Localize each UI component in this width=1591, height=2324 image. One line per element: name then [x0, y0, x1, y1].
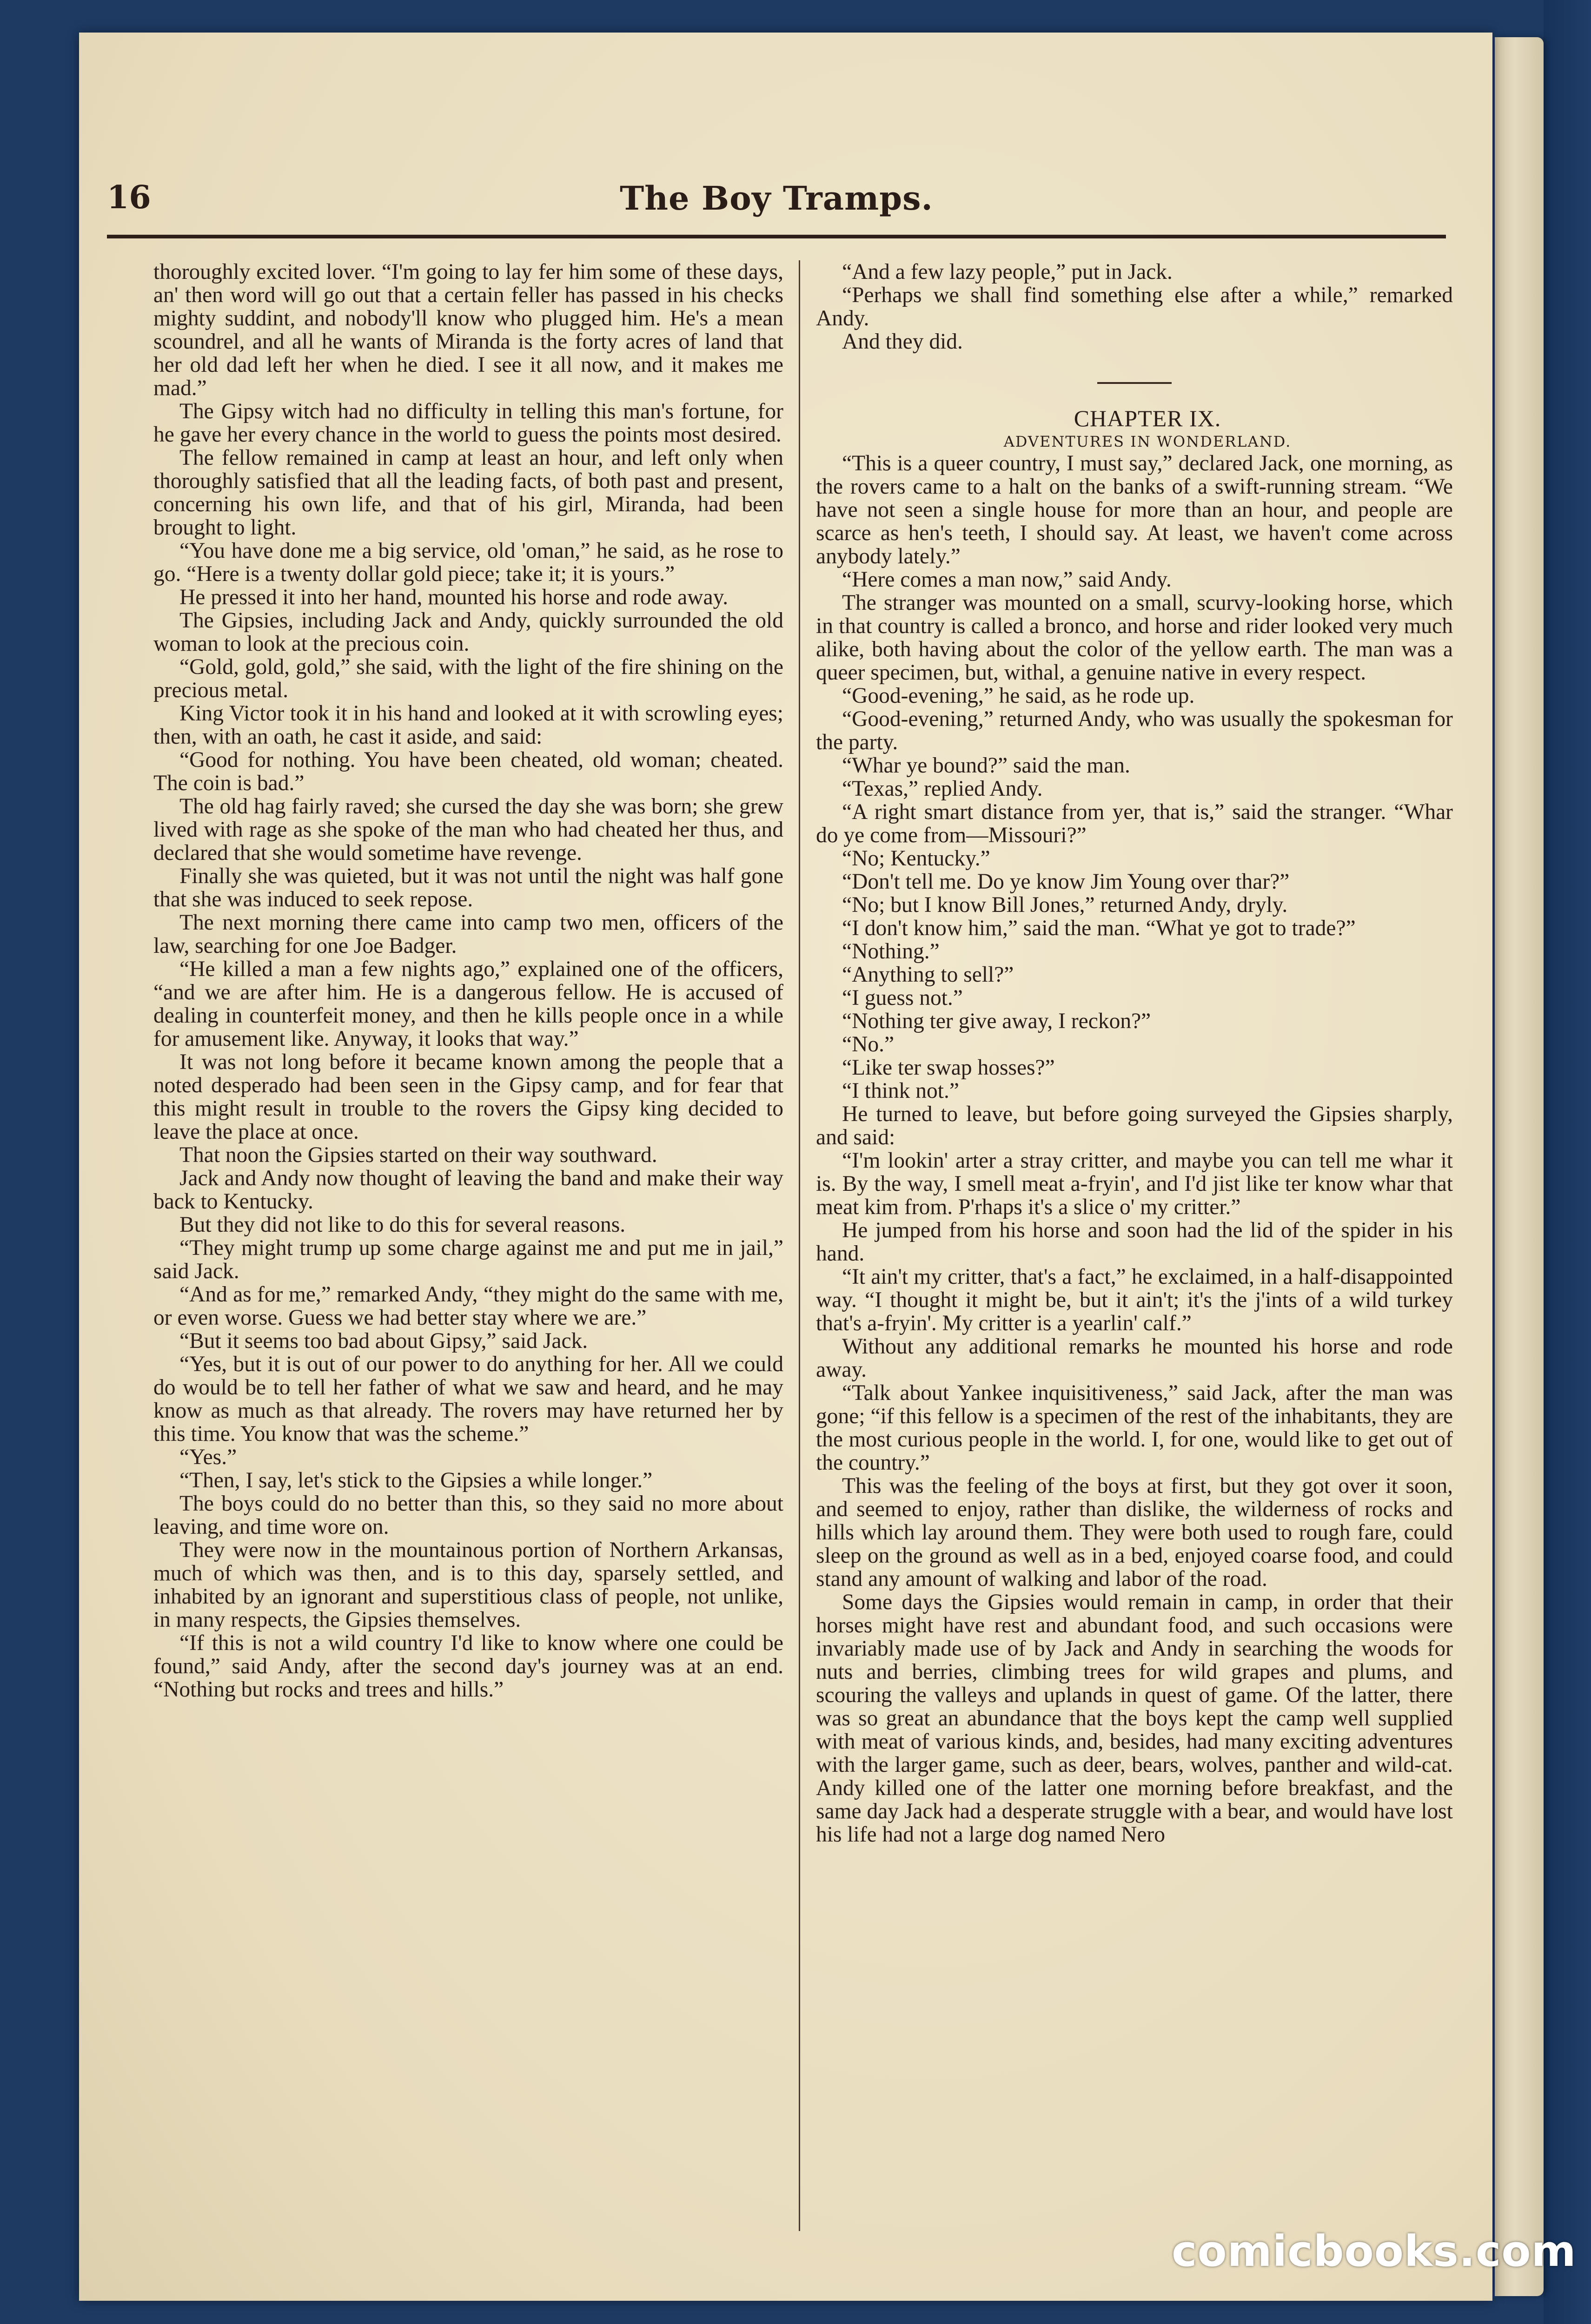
paragraph: The old hag fairly raved; she cursed the day she was born; she grew lived with rage as she spoke of the man who had cheated her thus, and declared that she would sometime have revenge.: [153, 794, 783, 865]
paragraph: “If this is not a wild country I'd like to know where one could be found,” said Andy, after the second day's journey was at an end. “Nothing but rocks and trees and hills.”: [153, 1631, 783, 1702]
paragraph: The fellow remained in camp at least an hour, and left only when thoroughly satisfied that all the leading facts, of both past and present, concerning his own life, and that of his girl, Miranda, had been brought to light.: [153, 446, 783, 540]
paragraph: “You have done me a big service, old 'oman,” he said, as he rose to go. “Here is a twenty dollar gold piece; take it; it is yours.”: [153, 539, 783, 586]
paragraph: The stranger was mounted on a small, scurvy-looking horse, which in that country is called a bronco, and horse and rider looked very much alike, both having about the color of the yellow earth. The man was a queer specimen, but, withal, a genuine native in every respect.: [816, 591, 1453, 685]
paragraph: The next morning there came into camp two men, officers of the law, searching for one Joe Badger.: [153, 911, 783, 958]
paragraph: “A right smart distance from yer, that is,” said the stranger. “Whar do ye come from—Missouri?”: [816, 800, 1453, 847]
paragraph: “Don't tell me. Do ye know Jim Young over thar?”: [842, 870, 1290, 894]
backdrop: [1544, 0, 1591, 2324]
paragraph: “Talk about Yankee inquisitiveness,” said Jack, after the man was gone; “if this fellow is a specimen of the rest of the inhabitants, they are the most curious people in the world. I, for one, would like to get out of the country.”: [816, 1381, 1453, 1475]
paragraph: “I guess not.”: [842, 986, 963, 1010]
paragraph: “Good for nothing. You have been cheated, old woman; cheated. The coin is bad.”: [153, 748, 783, 795]
paragraph: “Texas,” replied Andy.: [842, 777, 1043, 801]
paragraph: And they did.: [842, 330, 963, 354]
paragraph: They were now in the mountainous portion of Northern Arkansas, much of which was then, and is to this day, sparsely settled, and inhabited by an ignorant and superstitious class of people, not unlike, in many respects, the Gipsies themselves.: [153, 1538, 783, 1632]
paragraph: “No.”: [842, 1032, 895, 1056]
paragraph: “Gold, gold, gold,” she said, with the light of the fire shining on the precious metal.: [153, 655, 783, 702]
paragraph: “Here comes a man now,” said Andy.: [842, 568, 1172, 592]
paragraph: “But it seems too bad about Gipsy,” said Jack.: [179, 1329, 588, 1353]
paragraph: The Gipsies, including Jack and Andy, quickly surrounded the old woman to look at the precious coin.: [153, 608, 783, 656]
paragraph: “I don't know him,” said the man. “What ye got to trade?”: [842, 916, 1356, 940]
paragraph: This was the feeling of the boys at first, but they got over it soon, and seemed to enjoy, rather than dislike, the wilderness of rocks and hills which lay around them. They were both used to rough fare, could sleep on the ground as well as in a bed, enjoyed coarse food, and could stand any amount of walking and labor of the road.: [816, 1474, 1453, 1591]
paragraph: thoroughly excited lover. “I'm going to lay fer him some of these days, an' then word will go out that a certain feller has passed in his checks mighty suddint, and nobody'll know who plugged him. He's a mean scoundrel, and all he wants of Miranda is the forty acres of land that her old dad left her when he died. I see it all now, and it makes me mad.”: [153, 260, 783, 400]
paragraph: “Good-evening,” he said, as he rode up.: [842, 684, 1195, 708]
paragraph: “I'm lookin' arter a stray critter, and maybe you can tell me whar it is. By the way, I smell meat a-fryin', and I'd jist like ter know whar that meat kim from. P'rhaps it's a slice o' my critter.”: [816, 1149, 1453, 1219]
paragraph: “This is a queer country, I must say,” declared Jack, one morning, as the rovers came to a halt on the banks of a swift-running stream. “We have not seen a single house for more than an hour, and people are scarce as hen's teeth, I should say. At least, we haven't come across anybody lately.”: [816, 451, 1453, 568]
paragraph: He pressed it into her hand, mounted his horse and rode away.: [179, 585, 729, 609]
paragraph: He turned to leave, but before going surveyed the Gipsies sharply, and said:: [816, 1102, 1453, 1149]
page-number: 16: [107, 179, 151, 216]
paragraph: “No; Kentucky.”: [842, 846, 990, 871]
paragraph: The Gipsy witch had no difficulty in telling this man's fortune, for he gave her every chance in the world to guess the points most desired.: [153, 399, 783, 447]
paragraph: “And a few lazy people,” put in Jack.: [842, 260, 1173, 284]
chapter-separator: [1097, 382, 1172, 384]
chapter-title: CHAPTER IX.: [1074, 405, 1221, 431]
column-divider: [799, 260, 800, 2231]
paragraph: It was not long before it became known among the people that a noted desperado had been seen in the Gipsy camp, and for fear that this might result in trouble to the rovers the Gipsy king decided to leave the place at once.: [153, 1050, 783, 1144]
watermark: comicbooks.com: [1172, 2226, 1577, 2276]
paragraph: “Then, I say, let's stick to the Gipsies a while longer.”: [179, 1468, 653, 1492]
paragraph: “Perhaps we shall find something else after a while,” remarked Andy.: [816, 283, 1453, 330]
paragraph: “Good-evening,” returned Andy, who was usually the spokesman for the party.: [816, 707, 1453, 754]
paragraph: Without any additional remarks he mounted his horse and rode away.: [816, 1334, 1453, 1382]
next-page-edge: [1495, 37, 1544, 2296]
paragraph: “Nothing.”: [842, 939, 940, 964]
paragraph: Some days the Gipsies would remain in camp, in order that their horses might have rest and abundant food, and such occasions were invariably made use of by Jack and Andy in searching the woods for nuts and berries, climbing trees for wild grapes and plums, and scouring the valleys and uplands in quest of game. Of the latter, there was so great an abundance that the boys kept the camp well supplied with meat of various kinds, and, besides, had many exciting adventures with the larger game, such as deer, bears, wolves, panther and wild-cat. Andy killed one of the latter one morning before breakfast, and the same day Jack had a desperate struggle with a bear, and would have lost his life had not a large dog named Nero: [816, 1590, 1453, 1847]
header-rule: [107, 235, 1446, 238]
left-column: [153, 260, 783, 2231]
paragraph: “They might trump up some charge against me and put me in jail,” said Jack.: [153, 1236, 783, 1283]
chapter-subtitle: ADVENTURES IN WONDERLAND.: [1003, 433, 1292, 450]
right-column: [816, 260, 1453, 2231]
paragraph: “Yes.”: [179, 1445, 237, 1469]
running-title: The Boy Tramps.: [620, 179, 933, 218]
paragraph: But they did not like to do this for several reasons.: [179, 1213, 626, 1237]
paragraph: “Nothing ter give away, I reckon?”: [842, 1009, 1151, 1033]
paragraph: “Yes, but it is out of our power to do anything for her. All we could do would be to tell her father of what we saw and heard, and he may know as much as that already. The rovers may have returned her by this time. You know that was the scheme.”: [153, 1352, 783, 1446]
paragraph: “And as for me,” remarked Andy, “they might do the same with me, or even worse. Guess we had better stay where we are.”: [153, 1282, 783, 1330]
paragraph: “He killed a man a few nights ago,” explained one of the officers, “and we are after him. He is a dangerous fellow. He is accused of dealing in counterfeit money, and then he kills people once in a while for amusement like. Anyway, it looks that way.”: [153, 957, 783, 1051]
page-header: [107, 179, 1446, 235]
paragraph: The boys could do no better than this, so they said no more about leaving, and time wore on.: [153, 1492, 783, 1539]
paragraph: “No; but I know Bill Jones,” returned Andy, dryly.: [842, 893, 1288, 917]
paragraph: “Whar ye bound?” said the man.: [842, 753, 1130, 778]
paragraph: Finally she was quieted, but it was not until the night was half gone that she was induced to seek repose.: [153, 864, 783, 911]
paragraph: “Anything to sell?”: [842, 963, 1014, 987]
paragraph: “Like ter swap hosses?”: [842, 1056, 1055, 1080]
paragraph: “I think not.”: [842, 1079, 959, 1103]
paragraph: Jack and Andy now thought of leaving the band and make their way back to Kentucky.: [153, 1166, 783, 1214]
paragraph: He jumped from his horse and soon had the lid of the spider in his hand.: [816, 1218, 1453, 1266]
paragraph: “It ain't my critter, that's a fact,” he exclaimed, in a half-disappointed way. “I thought it might be, but it ain't; it's the j'ints of a wild turkey that's a-fryin'. My critter is a yearlin' calf.”: [816, 1265, 1453, 1335]
paragraph: King Victor took it in his hand and looked at it with scrowling eyes; then, with an oath, he cast it aside, and said:: [153, 701, 783, 749]
paragraph: That noon the Gipsies started on their way southward.: [179, 1143, 657, 1167]
